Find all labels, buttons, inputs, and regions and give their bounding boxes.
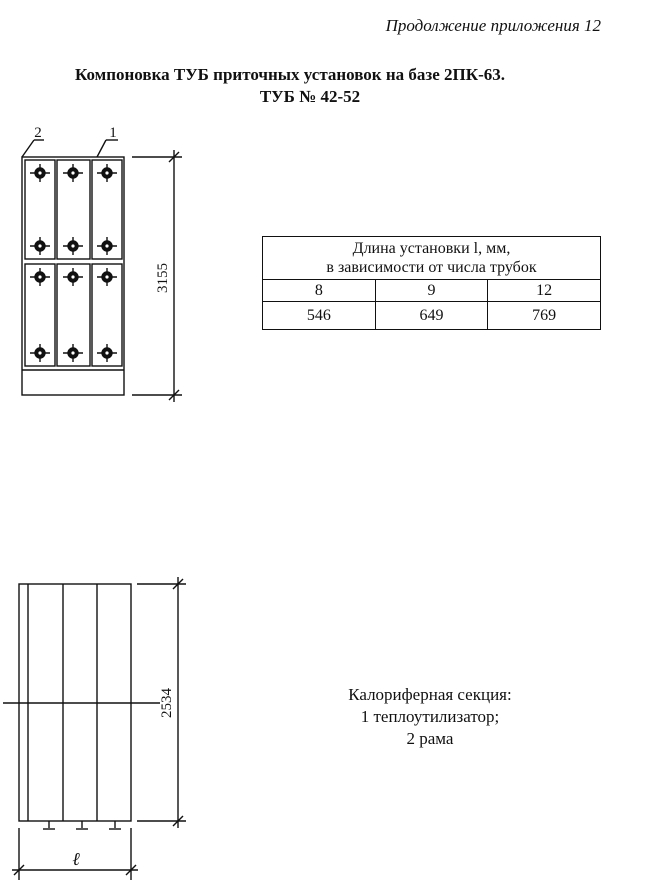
length-table [262, 236, 601, 330]
callout-label-2: 2 [34, 125, 42, 141]
table-column-header: 12 [488, 280, 601, 302]
table-header-line1: Длина установки l, мм, [352, 240, 511, 257]
bolt-icon [63, 344, 83, 362]
bolt-icon [63, 164, 83, 182]
legend-item-2: 2 рама [406, 729, 454, 748]
table-cell: 546 [263, 302, 376, 330]
table-column-header: 8 [263, 280, 376, 302]
dimension-width-label: ℓ [72, 849, 80, 869]
table-column-header: 9 [375, 280, 488, 302]
dimension-height-bottom: 2534 [159, 688, 175, 718]
bolt-icon [97, 344, 117, 362]
table-cell: 649 [375, 302, 488, 330]
table-header-line2: в зависимости от числа трубок [326, 259, 537, 276]
bolt-icon [30, 237, 50, 255]
document-title: Компоновка ТУБ приточных установок на базе 2ПК-63. [74, 65, 505, 84]
bolt-icon [63, 268, 83, 286]
legend [320, 684, 540, 750]
bolt-icon [97, 164, 117, 182]
bolt-markers [30, 164, 117, 362]
legend-item-1: 1 теплоутилизатор; [360, 707, 500, 726]
drawing-bottom-unit [3, 577, 186, 880]
bolt-icon [30, 164, 50, 182]
bolt-icon [63, 237, 83, 255]
dimension-height-top: 3155 [155, 263, 171, 293]
bolt-icon [97, 268, 117, 286]
table-header [263, 237, 601, 280]
table-cell: 769 [488, 302, 601, 330]
legend-title: Калориферная секция: [348, 685, 512, 704]
bolt-icon [97, 237, 117, 255]
bolt-icon [30, 344, 50, 362]
callout-label-1: 1 [109, 125, 117, 141]
bolt-icon [30, 268, 50, 286]
document-subtitle: ТУБ № 42-52 [259, 87, 361, 106]
page-header: Продолжение приложения 12 [385, 16, 601, 35]
